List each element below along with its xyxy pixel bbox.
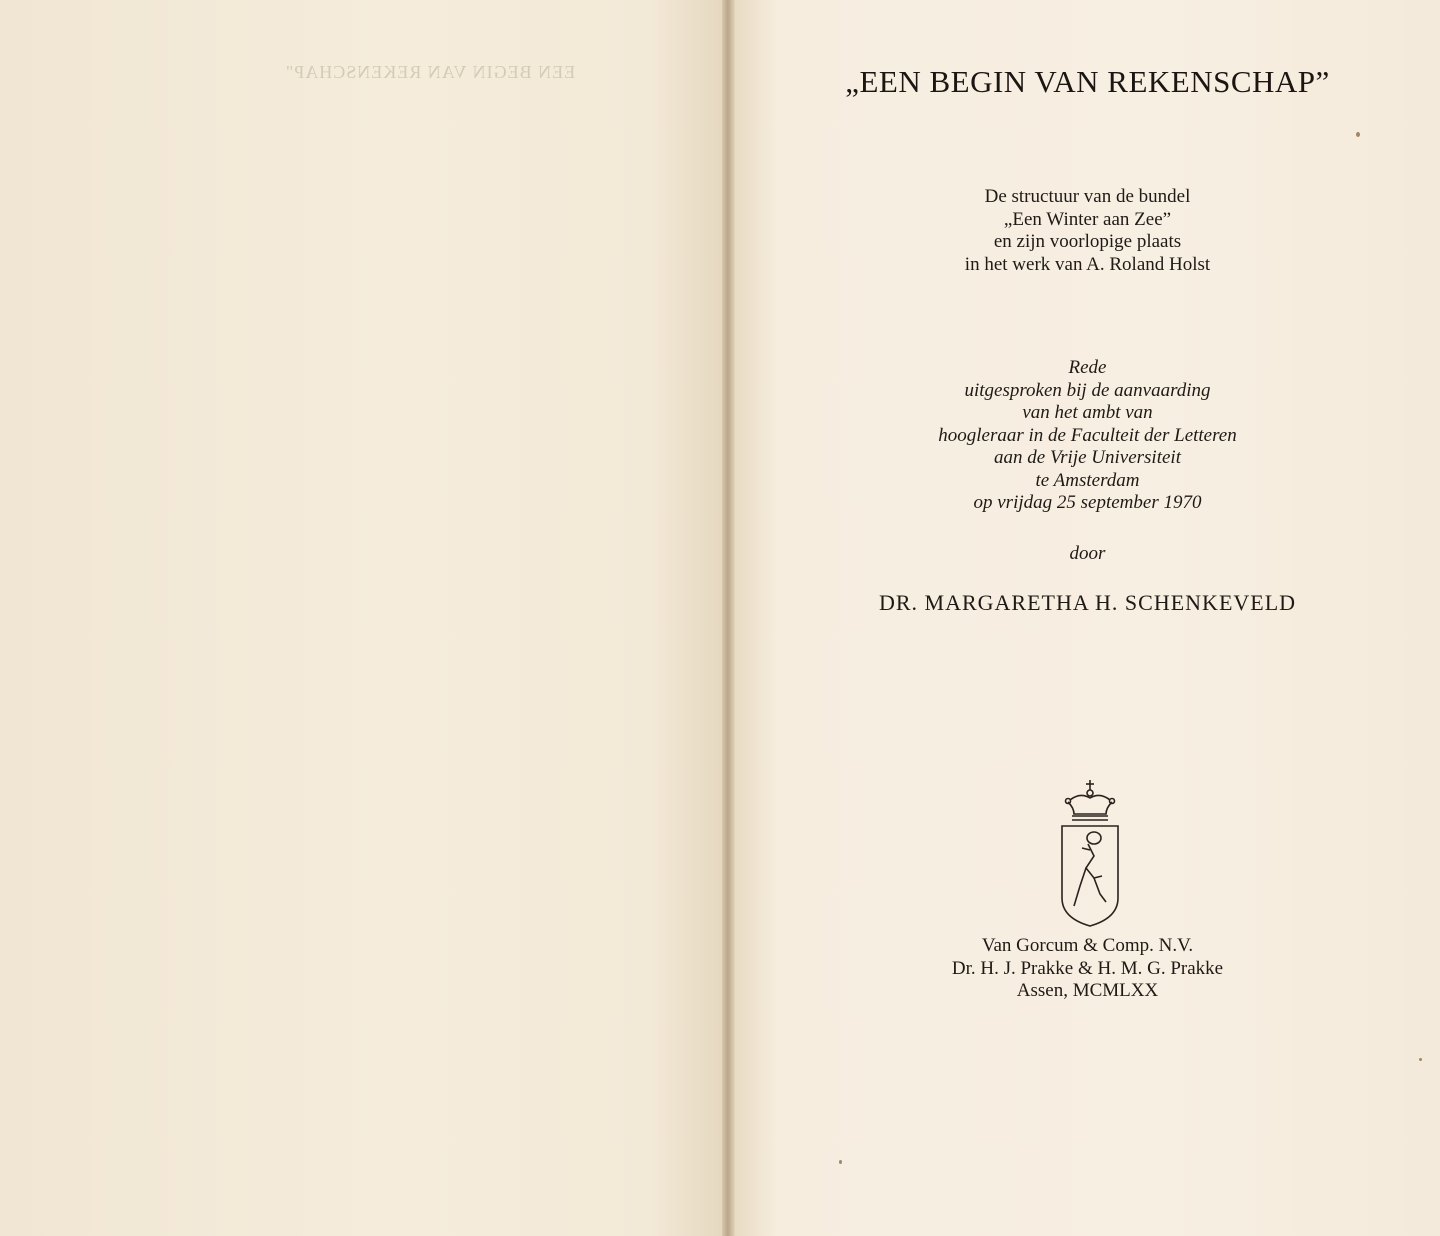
publisher-block <box>735 935 1440 1003</box>
oration-line: op vrijdag 25 september 1970 <box>973 492 1202 513</box>
publisher-line: Dr. H. J. Prakke & H. M. G. Prakke <box>951 957 1224 979</box>
subtitle-line: en zijn voorlopige plaats <box>993 231 1182 252</box>
oration-line: aan de Vrije Universiteit <box>994 447 1181 468</box>
crown-emblem-icon <box>1050 778 1130 928</box>
subtitle-line: „Een Winter aan Zee” <box>1003 208 1172 230</box>
oration-line: te Amsterdam <box>1035 469 1140 491</box>
oration-line: Rede <box>1068 357 1107 378</box>
oration-line: hoogleraar in de Faculteit der Letteren <box>938 424 1237 446</box>
publisher-line: Van Gorcum & Comp. N.V. <box>981 935 1194 956</box>
book-gutter <box>722 0 735 1236</box>
show-through-running-head: EEN BEGIN VAN REKENSCHAP" <box>284 62 576 82</box>
subtitle-block <box>735 186 1440 276</box>
oration-block <box>735 357 1440 515</box>
author-name: DR. MARGARETHA H. SCHENKEVELD <box>878 590 1297 615</box>
book-title: „EEN BEGIN VAN REKENSCHAP” <box>845 64 1330 99</box>
paper-speck <box>1419 1058 1422 1061</box>
oration-line: van het ambt van <box>1022 402 1153 423</box>
paper-speck <box>1356 132 1360 137</box>
oration-line: uitgesproken bij de aanvaarding <box>964 379 1211 401</box>
publisher-line: Assen, MCMLXX <box>1016 980 1159 1001</box>
paper-speck <box>839 1160 842 1164</box>
subtitle-line: in het werk van A. Roland Holst <box>964 253 1211 275</box>
by-label: door <box>1069 543 1106 564</box>
subtitle-line: De structuur van de bundel <box>984 186 1191 207</box>
